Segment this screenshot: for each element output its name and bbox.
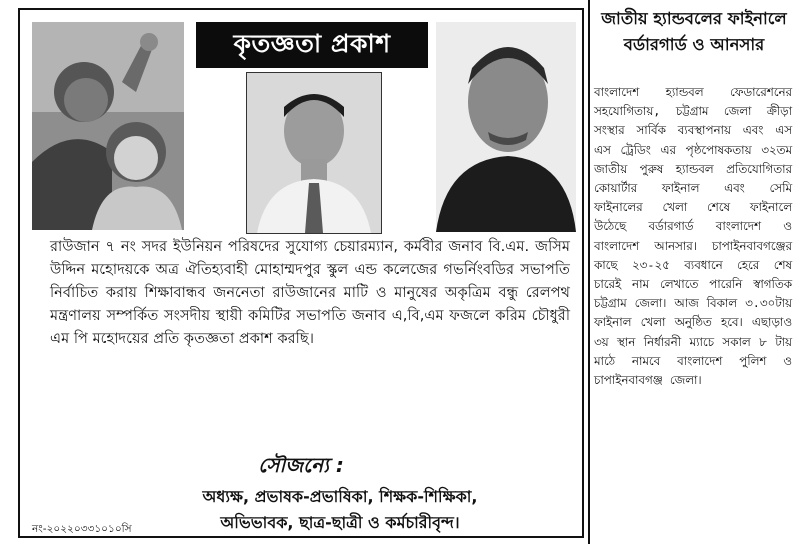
news-headline-line-1: জাতীয় হ্যান্ডবলের ফাইনালে <box>601 9 787 28</box>
column-divider <box>588 0 590 544</box>
news-headline-line-2: বর্ডারগার্ড ও আনসার <box>623 35 765 54</box>
ad-body-text: রাউজান ৭ নং সদর ইউনিয়ন পরিষদের সুযোগ্য চেয়ারম্যান, কর্মবীর জনাব বি.এম. জসিম উদ্দিন মহোদয়কে অত্র ঐতিহ্যবাহী মোহাম্মদপুর স্কুল এন্ড কলেজের গভর্নিংবডির সভাপতি নির্বাচিত করায় শিক্ষাবান্ধব জননেতা রাউজানের মাটি ও মানুষের অকৃত্রিম বন্ধু রেলপথ মন্ত্রণালয় সম্পর্কিত সংসদীয় স্থায়ী কমিটির সভাপতি জনাব এ,বি,এম ফজলে করিম চৌধুরী এম পি মহোদয়ের প্রতি কৃতজ্ঞতা প্রকাশ করছি। <box>50 238 570 347</box>
signers-line-2: অভিভাবক, ছাত্র-ছাত্রী ও কর্মচারীবৃন্দ। <box>220 513 460 532</box>
mp-photo <box>436 22 576 232</box>
reference-number: নং-২০২২০৩৩১০১০সি <box>32 523 132 535</box>
courtesy-label: সৌজন্যে : <box>258 453 344 477</box>
signers-line-1: অধ্যক্ষ, প্রভাষক-প্রভাষিকা, শিক্ষক-শিক্ষিকা, <box>202 487 478 506</box>
news-headline <box>594 6 794 58</box>
advertisement-box <box>18 8 584 538</box>
leaders-photo <box>32 22 184 230</box>
chairman-photo <box>246 72 382 234</box>
ad-title: কৃতজ্ঞতা প্রকাশ <box>196 22 428 68</box>
news-body-text: বাংলাদেশ হ্যান্ডবল ফেডারেশনের সহযোগিতায়, চট্টগ্রাম জেলা ক্রীড়া সংস্থার সার্বিক ব্যবস্থাপনায় এবং এস এস ট্রেডিং এর পৃষ্ঠপোষকতায় ৩২তম জাতীয় পুরুষ হ্যান্ডবল প্রতিযোগিতার কোয়ার্টার ফাইনাল এবং সেমি ফাইনালের খেলা শেষে ফাইনালে উঠেছে বর্ডারগার্ড বাংলাদেশ ও বাংলাদেশ আনসার। চাপাইনবাবগঞ্জের কাছে ২৩-২৫ ব্যবধানে হেরে শেষ চারেই নাম লেখাতে পারেনি স্বাগতিক চট্টগ্রাম জেলা। আজ বিকাল ৩.৩০টায় ফাইনাল খেলা অনুষ্ঠিত হবে। এছাড়াও ৩য় স্থান নির্ধারনী ম্যাচে সকাল ৮ টায় মাঠে নামবে বাংলাদেশ পুলিশ ও চাপাইনবাবগঞ্জ জেলা। <box>594 85 792 388</box>
signers <box>130 484 550 536</box>
